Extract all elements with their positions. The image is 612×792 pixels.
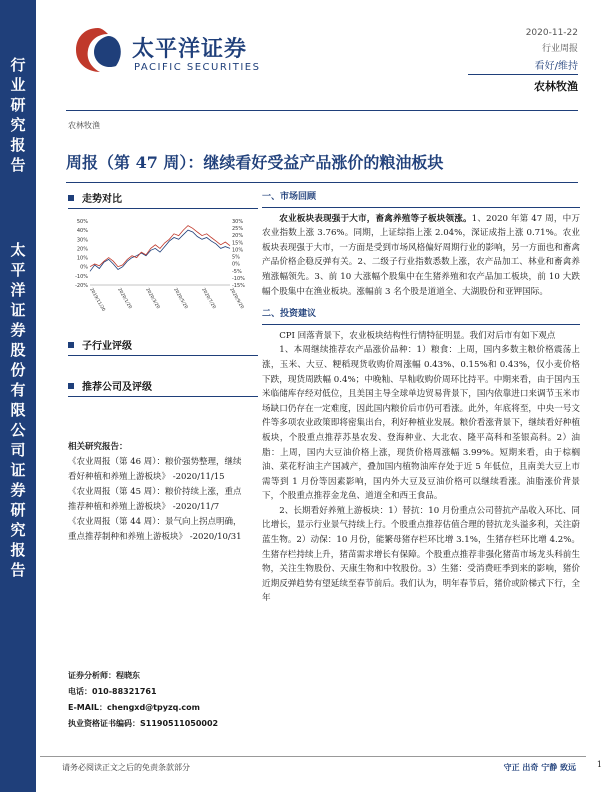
logo-english-name: PACIFIC SECURITIES [134, 62, 261, 73]
square-bullet-icon [68, 383, 74, 389]
investment-advice-heading: 二、投资建议 [262, 307, 580, 325]
y-right-tick-label: -10% [232, 275, 245, 282]
subsector-section-heading [68, 337, 258, 356]
square-bullet-icon [68, 195, 74, 201]
right-column [262, 190, 580, 606]
advice-paragraph-1: 1、本周继续推荐农产品涨价品种：1）粮食：上周，国内多数主粮价格震荡上涨，玉米、大豆、粳稻现货收购价周涨幅 0.43%、0.15%和 0.43%，仅小麦价格下跌，现货周跌幅 0.4%；中晚籼、早籼收购价周环比持平。中期来看，由于国内玉米临储库存经对低位，且美国主导全球单边贸易背景下，国内依靠进口来调节玉米市场缺口仍存在一定难度，因此国内粮价后市仍可看涨。此外，年底将至，中央一号文件等多项农业政策即将密集出台，利好种植业发展。粮价看涨背景下，继续看好种植板块，个股重点推荐苏垦农发、登海种业、大北农、隆平高科和荃银高科。2）油脂：上周，国内大豆油价格上涨，现货价格周涨幅 3.99%。短期来看，由于棕榈油、菜花籽油主产国减产，叠加国内植物油库存处于近 5 年低位，且南美大豆上市需等到 1 月份等因素影响，国内外大豆及豆油价格可以继续看涨。油脂涨价背景下，个股重点推荐金龙鱼、道道全和西王食品。 [262, 345, 580, 502]
left-sidebar-band [0, 0, 36, 792]
y-right-tick-label: 30% [232, 219, 244, 225]
page-title: 周报（第 47 周）：继续看好受益产品涨价的粮油板块 [66, 153, 444, 172]
page-number: 1 [596, 760, 602, 769]
header-divider [66, 110, 578, 111]
breadcrumb: 农林牧渔 [68, 121, 100, 130]
y-right-tick-label: 20% [232, 233, 244, 240]
y-left-tick-label: 40% [76, 228, 88, 235]
market-review-heading: 一、市场回顾 [262, 190, 580, 208]
y-left-tick-label: 10% [76, 255, 88, 262]
market-review-body: 1、2020 年第 47 周，中万农业指数上涨 3.76%。同期，上证综指上涨 2.04%，深证成指上涨 0.71%。农业板块表现强于大市，一方面是受到市场风格偏好周期行业的影响，另一方面也和畜禽产品价格企稳反弹有关。2、二级子行业指数悉数上涨，农产品加工、林业和畜禽养殖涨幅领先。3、前 10 大涨幅个股集中在生猪养殖和农产品加工板块，前 10 大跌幅个股集中在渔业板块。涨幅前 3 名个股是道道全、大湖股份和亚钾国际。 [262, 213, 580, 297]
y-right-tick-label: -5% [232, 268, 242, 275]
y-right-tick-label: 15% [232, 240, 244, 247]
trend-section-heading [68, 190, 258, 209]
trend-title: 走势对比 [82, 194, 122, 205]
x-tick-label: 2020/7/20 [200, 287, 217, 310]
y-left-tick-label: -10% [75, 273, 88, 280]
y-right-tick-label: 0% [232, 261, 240, 268]
industry-sector: 农林牧渔 [534, 80, 578, 93]
related-reports-heading: 相关研究报告： [68, 442, 128, 452]
y-left-tick-label: 20% [76, 246, 88, 253]
pacific-logo-icon [72, 24, 124, 76]
x-tick-label: 2020/1/20 [116, 287, 133, 310]
analyst-name: 程晓东 [116, 671, 140, 680]
series-line [90, 230, 230, 271]
y-right-tick-label: 5% [232, 254, 240, 261]
picks-section-heading [68, 378, 258, 397]
industry-rating: 看好/维持 [468, 57, 578, 75]
report-date: 2020-11-22 [525, 28, 578, 38]
y-left-tick-label: 30% [76, 237, 88, 244]
trend-chart-svg [68, 215, 256, 315]
x-tick-label: 2020/3/20 [144, 287, 161, 310]
analyst-label: 证券分析师： [68, 671, 116, 680]
subsector-title: 子行业评级 [82, 341, 132, 352]
related-reports [68, 440, 246, 545]
analyst-phone: 电话：010-88321761 [68, 687, 157, 696]
y-left-tick-label: 50% [76, 219, 88, 225]
footer-disclaimer: 请务必阅读正文之后的免责条款部分 [62, 763, 190, 772]
analyst-email[interactable]: E-MAIL：chengxd@tpyzq.com [68, 703, 200, 712]
series-line [90, 226, 230, 267]
title-divider [66, 182, 578, 183]
x-tick-label: 2020/5/20 [172, 287, 189, 310]
left-column [68, 190, 258, 397]
advice-paragraph-2: 2、长期看好养殖上游板块：1）替抗：10 月份重点公司替抗产品收入环比、同比增长，显示行业景气持续上行。个股重点推荐估值合理的替抗龙头溢多利，关注蔚蓝生物。2）动保：10 月份，能繁母猪存栏环比增 3.1%，生猪存栏环比增 4.2%。生猪存栏持续上升，猪苗需求增长有保障。个股重点推荐非强化猪苗市场龙头科前生物，关注生物股份、天康生物和中牧股份。3）生猪：受消费旺季到来的影响，猪价近期反弹趋势有望延续至春节前后。我们认为，明年春节后，猪价或阶梯式下行，全年 [262, 505, 580, 604]
y-left-tick-label: 0% [80, 264, 88, 271]
x-tick-label: 2019/11/20 [88, 287, 106, 313]
y-right-tick-label: 25% [232, 226, 244, 233]
related-report-item[interactable]: 《农业周报（第 46 周）：粮价强势整理，继续看好种植和养殖上游板块》 -2020/11/15 [68, 457, 242, 482]
related-report-item[interactable]: 《农业周报（第 44 周）：景气向上拐点明确，重点推荐制种和养殖上游板块》 -2020/10/31 [68, 517, 242, 542]
report-header-meta [468, 28, 578, 94]
company-logo [72, 22, 292, 82]
x-tick-label: 2020/9/20 [228, 287, 245, 310]
analyst-info [68, 668, 248, 732]
market-review-lead: 农业板块表现强于大市，畜禽养殖等子板块领涨。 [279, 213, 472, 224]
trend-chart [68, 215, 256, 315]
footer-divider [40, 756, 586, 757]
y-left-tick-label: -20% [75, 283, 88, 289]
logo-chinese-name: 太平洋证券 [132, 37, 248, 62]
sidebar-report-type: 行业研究报告 [10, 56, 26, 174]
y-right-tick-label: -15% [232, 283, 245, 289]
sidebar-company-label: 太平洋证券股份有限公司证券研究报告 [10, 241, 26, 579]
picks-title: 推荐公司及评级 [82, 382, 152, 393]
analyst-license: 执业资格证书编码：S1190511050002 [68, 719, 219, 728]
square-bullet-icon [68, 342, 74, 348]
y-right-tick-label: 10% [232, 247, 244, 254]
market-review-paragraph [262, 212, 580, 300]
report-type: 行业周报 [541, 44, 578, 54]
advice-intro-paragraph: CPI 回落背景下，农业板块结构性行情特征明显。我们对后市有如下观点 [279, 330, 556, 341]
footer-motto: 守正 出奇 宁静 致远 [503, 762, 576, 772]
related-report-item[interactable]: 《农业周报（第 45 周）：粮价持续上涨，重点推荐种植和养殖上游板块》 -2020/11/7 [68, 487, 242, 512]
